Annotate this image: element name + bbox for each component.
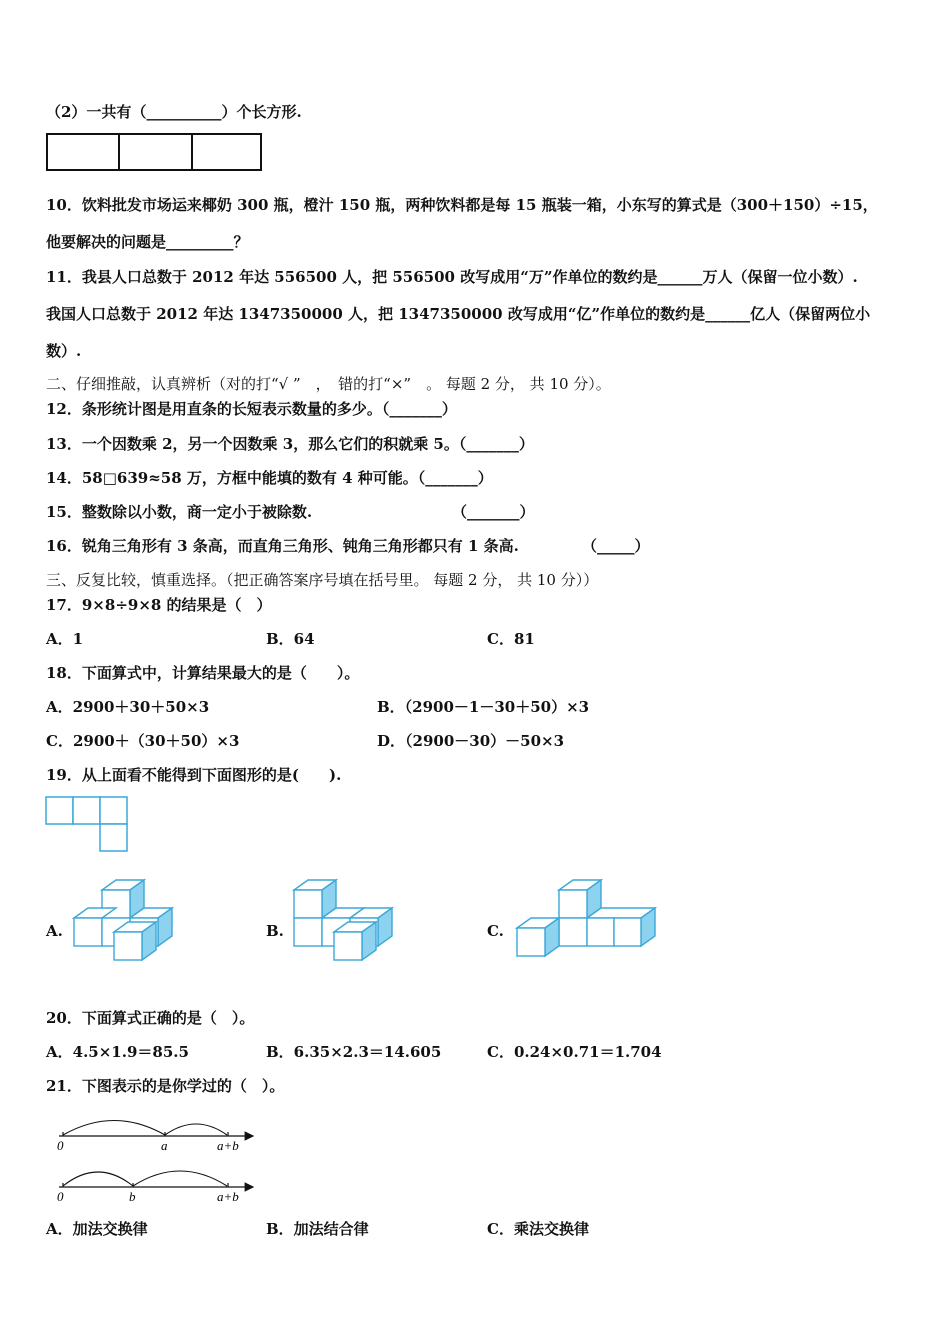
q9-part2-text: （2）一共有（__________）个长方形.: [46, 103, 302, 121]
label-a: a: [161, 1138, 168, 1153]
q19-option-c-label: C.: [487, 922, 504, 940]
q21-option-c: C．乘法交换律: [487, 1220, 589, 1238]
q11-line1: 11．我县人口总数于 2012 年达 556500 人，把 556500 改写成用“万”作单位的数约是______万人（保留一位小数）.: [46, 268, 858, 286]
cube-figure-c: [513, 876, 663, 961]
q18-option-b: B．（2900－1－30＋50）×3: [377, 698, 590, 716]
cube-figure-a: [70, 876, 180, 961]
q18-option-c: C．2900＋（30＋50）×3: [46, 732, 240, 750]
q17-option-a: A．1: [46, 630, 84, 648]
q10-line1: 10．饮料批发市场运来椰奶 300 瓶，橙汁 150 瓶，两种饮料都是每 15 瓶装一箱，小东写的算式是（300＋150）÷15，: [46, 196, 878, 214]
q18-option-a: A．2900＋30＋50×3: [46, 698, 210, 716]
jump-arc-b2: [63, 1172, 133, 1186]
q10-line2: 他要解决的问题是_________？: [46, 233, 249, 251]
jump-arc-b: [165, 1124, 227, 1135]
divider: [191, 135, 193, 169]
label-a-plus-b: a+b: [217, 1189, 239, 1204]
q17-option-c: C．81: [487, 630, 535, 648]
q20-option-c: C．0.24×0.71＝1.704: [487, 1043, 662, 1061]
jump-arc-a: [63, 1121, 165, 1136]
q16-text: 16．锐角三角形有 3 条高，而直角三角形、钝角三角形都只有 1 条高.: [46, 537, 519, 555]
label-0: 0: [57, 1138, 64, 1153]
q17-stem: 17．9×8÷9×8 的结果是（ ）: [46, 596, 272, 614]
q15-blank: （_______）: [452, 503, 535, 521]
q21-option-b: B．加法结合律: [266, 1220, 369, 1238]
label-0: 0: [57, 1189, 64, 1204]
q13-text: 13．一个因数乘 2，另一个因数乘 3，那么它们的积就乘 5。（_______）: [46, 435, 534, 453]
section3-title: 三、反复比较，慎重选择。（把正确答案序号填在括号里。 每题 2 分， 共 10 分））: [46, 571, 599, 589]
q20-option-a: A．4.5×1.9＝85.5: [46, 1043, 189, 1061]
q19-stem: 19．从上面看不能得到下面图形的是( ).: [46, 766, 342, 784]
label-a-plus-b: a+b: [217, 1138, 239, 1153]
label-b: b: [129, 1189, 136, 1204]
q18-stem: 18．下面算式中，计算结果最大的是（ ）。: [46, 664, 360, 682]
q12-text: 12．条形统计图是用直条的长短表示数量的多少。（_______）: [46, 400, 457, 418]
q20-stem: 20．下面算式正确的是（ ）。: [46, 1009, 255, 1027]
q16-blank: （_____）: [582, 537, 650, 555]
q14-text: 14．58□639≈58 万，方框中能填的数有 4 种可能。（_______）: [46, 469, 493, 487]
q15-text: 15．整数除以小数，商一定小于被除数.: [46, 503, 313, 521]
q21-option-a: A．加法交换律: [46, 1220, 148, 1238]
section2-title: 二、仔细推敲，认真辨析（对的打“√ ” ， 错的打“×” 。 每题 2 分， 共 10 分）。: [46, 375, 611, 393]
top-view-figure: [45, 796, 129, 852]
q19-option-a-label: A.: [46, 922, 63, 940]
q21-stem: 21．下图表示的是你学过的（ ）。: [46, 1077, 285, 1095]
cube-figure-b: [290, 876, 400, 961]
q17-option-b: B．64: [266, 630, 315, 648]
number-line-figure: [55, 1108, 265, 1208]
q18-option-d: D．（2900－30）－50×3: [377, 732, 565, 750]
jump-arc-a2: [133, 1171, 227, 1186]
q11-line3: 数）.: [46, 342, 82, 360]
q20-option-b: B．6.35×2.3＝14.605: [266, 1043, 442, 1061]
q11-line2: 我国人口总数于 2012 年达 1347350000 人，把 1347350000 改写成用“亿”作单位的数约是______亿人（保留两位小: [46, 305, 871, 323]
rectangle-figure: [46, 133, 262, 171]
divider: [118, 135, 120, 169]
q19-option-b-label: B.: [266, 922, 284, 940]
